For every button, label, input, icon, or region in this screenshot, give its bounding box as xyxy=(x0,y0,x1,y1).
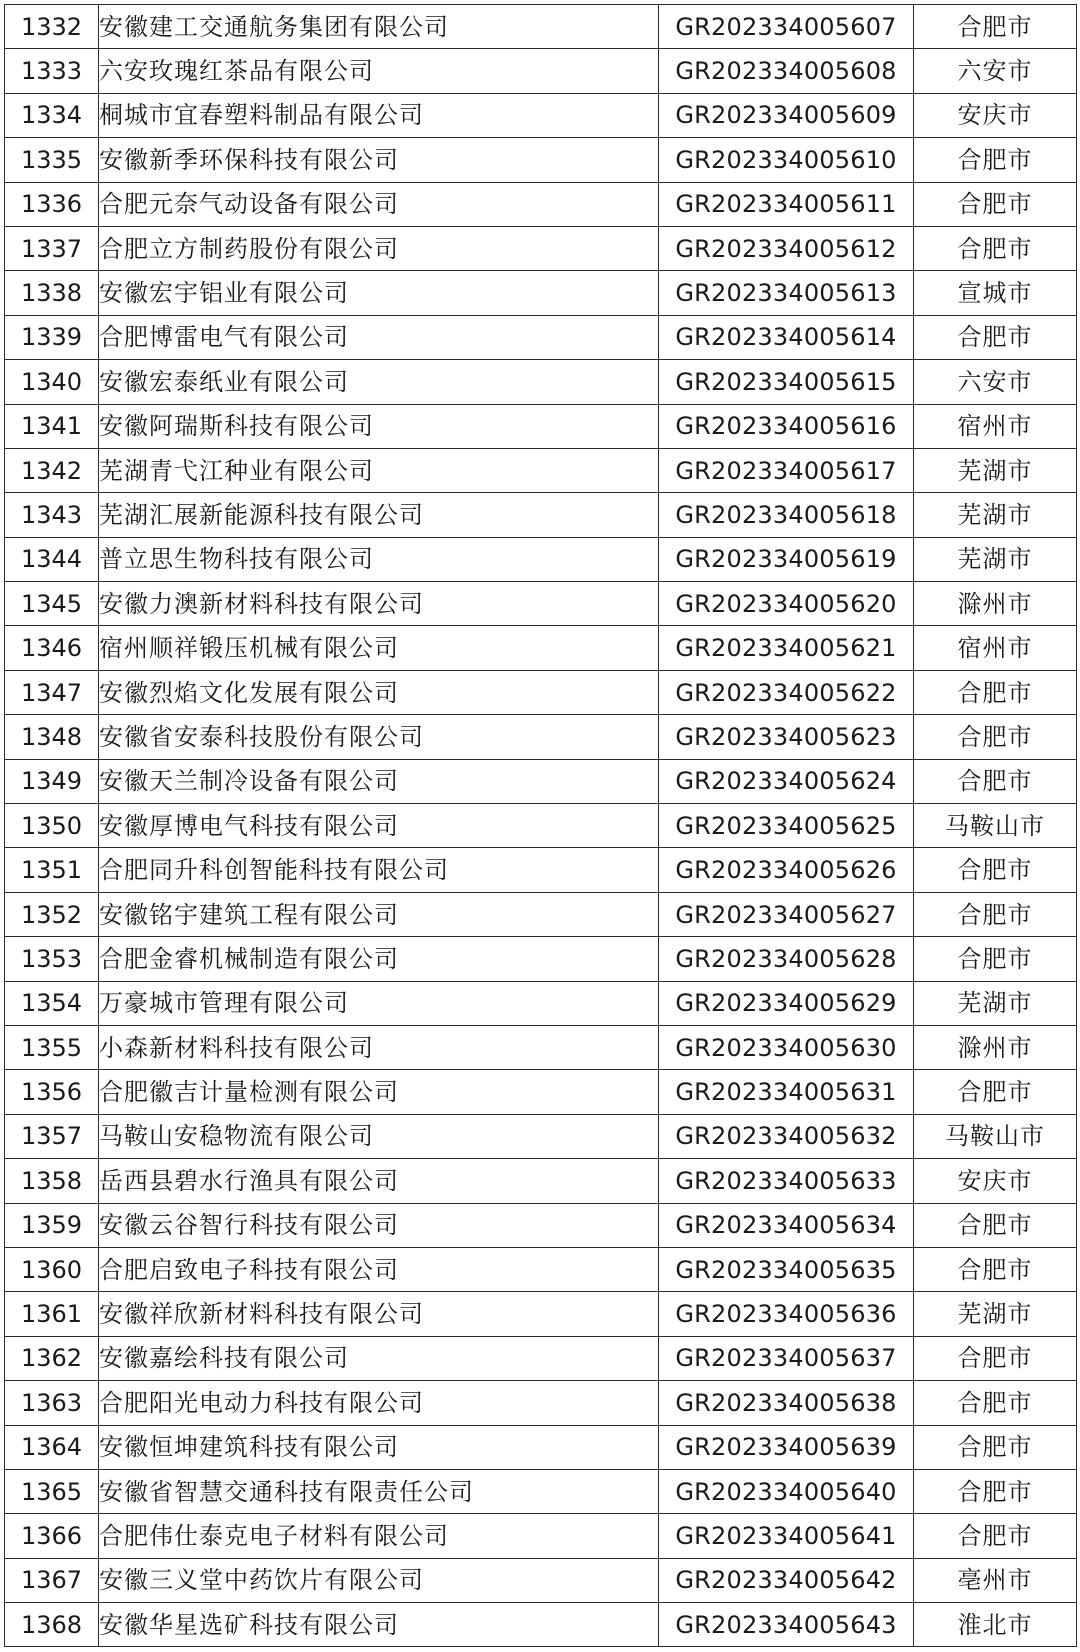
company-name-cell: 合肥阳光电动力科技有限公司 xyxy=(99,1381,659,1425)
city-cell: 合肥市 xyxy=(914,1070,1077,1114)
city-cell: 安庆市 xyxy=(914,93,1077,137)
company-name-cell: 普立思生物科技有限公司 xyxy=(99,537,659,581)
row-number-cell: 1358 xyxy=(5,1159,99,1203)
city-cell: 六安市 xyxy=(914,49,1077,93)
table-row xyxy=(5,1070,1077,1114)
company-name-cell: 万豪城市管理有限公司 xyxy=(99,981,659,1025)
row-number-cell: 1357 xyxy=(5,1114,99,1158)
company-name-cell: 安徽烈焰文化发展有限公司 xyxy=(99,670,659,714)
city-cell: 合肥市 xyxy=(914,182,1077,226)
row-number-cell: 1352 xyxy=(5,892,99,936)
table-row xyxy=(5,138,1077,182)
company-name-cell: 安徽铭宇建筑工程有限公司 xyxy=(99,892,659,936)
row-number-cell: 1342 xyxy=(5,448,99,492)
company-name-cell: 合肥博雷电气有限公司 xyxy=(99,315,659,359)
city-cell: 合肥市 xyxy=(914,937,1077,981)
city-cell: 淮北市 xyxy=(914,1603,1077,1647)
certificate-code-cell: GR202334005625 xyxy=(659,804,914,848)
company-name-cell: 安徽恒坤建筑科技有限公司 xyxy=(99,1425,659,1469)
row-number-cell: 1343 xyxy=(5,493,99,537)
city-cell: 合肥市 xyxy=(914,759,1077,803)
row-number-cell: 1346 xyxy=(5,626,99,670)
certificate-code-cell: GR202334005626 xyxy=(659,848,914,892)
table-row xyxy=(5,360,1077,404)
row-number-cell: 1340 xyxy=(5,360,99,404)
certificate-code-cell: GR202334005620 xyxy=(659,582,914,626)
certificate-code-cell: GR202334005637 xyxy=(659,1336,914,1380)
company-name-cell: 安徽省安泰科技股份有限公司 xyxy=(99,715,659,759)
city-cell: 马鞍山市 xyxy=(914,1114,1077,1158)
table-row xyxy=(5,981,1077,1025)
city-cell: 马鞍山市 xyxy=(914,804,1077,848)
table-row xyxy=(5,1425,1077,1469)
city-cell: 芜湖市 xyxy=(914,448,1077,492)
table-row xyxy=(5,1114,1077,1158)
company-table-body xyxy=(5,5,1077,1647)
company-name-cell: 安徽云谷智行科技有限公司 xyxy=(99,1203,659,1247)
city-cell: 合肥市 xyxy=(914,715,1077,759)
company-name-cell: 马鞍山安稳物流有限公司 xyxy=(99,1114,659,1158)
table-row xyxy=(5,182,1077,226)
certificate-code-cell: GR202334005615 xyxy=(659,360,914,404)
table-row xyxy=(5,670,1077,714)
table-row xyxy=(5,848,1077,892)
row-number-cell: 1359 xyxy=(5,1203,99,1247)
table-row xyxy=(5,804,1077,848)
row-number-cell: 1351 xyxy=(5,848,99,892)
table-row xyxy=(5,404,1077,448)
certificate-code-cell: GR202334005609 xyxy=(659,93,914,137)
certificate-code-cell: GR202334005618 xyxy=(659,493,914,537)
row-number-cell: 1356 xyxy=(5,1070,99,1114)
company-name-cell: 岳西县碧水行渔具有限公司 xyxy=(99,1159,659,1203)
table-row xyxy=(5,1336,1077,1380)
row-number-cell: 1337 xyxy=(5,226,99,270)
table-row xyxy=(5,315,1077,359)
certificate-code-cell: GR202334005640 xyxy=(659,1469,914,1513)
certificate-code-cell: GR202334005633 xyxy=(659,1159,914,1203)
certificate-code-cell: GR202334005641 xyxy=(659,1514,914,1558)
company-name-cell: 合肥元奈气动设备有限公司 xyxy=(99,182,659,226)
city-cell: 合肥市 xyxy=(914,1469,1077,1513)
certificate-code-cell: GR202334005613 xyxy=(659,271,914,315)
certificate-code-cell: GR202334005616 xyxy=(659,404,914,448)
certificate-code-cell: GR202334005623 xyxy=(659,715,914,759)
company-name-cell: 安徽力澳新材料科技有限公司 xyxy=(99,582,659,626)
company-name-cell: 芜湖汇展新能源科技有限公司 xyxy=(99,493,659,537)
company-name-cell: 宿州顺祥锻压机械有限公司 xyxy=(99,626,659,670)
company-name-cell: 安徽天兰制冷设备有限公司 xyxy=(99,759,659,803)
city-cell: 芜湖市 xyxy=(914,537,1077,581)
company-name-cell: 六安玫瑰红茶品有限公司 xyxy=(99,49,659,93)
company-name-cell: 安徽祥欣新材料科技有限公司 xyxy=(99,1292,659,1336)
row-number-cell: 1363 xyxy=(5,1381,99,1425)
company-name-cell: 合肥立方制药股份有限公司 xyxy=(99,226,659,270)
table-row xyxy=(5,448,1077,492)
table-row xyxy=(5,226,1077,270)
table-row xyxy=(5,1203,1077,1247)
certificate-code-cell: GR202334005632 xyxy=(659,1114,914,1158)
row-number-cell: 1341 xyxy=(5,404,99,448)
row-number-cell: 1365 xyxy=(5,1469,99,1513)
certificate-code-cell: GR202334005608 xyxy=(659,49,914,93)
certificate-code-cell: GR202334005631 xyxy=(659,1070,914,1114)
row-number-cell: 1360 xyxy=(5,1247,99,1291)
row-number-cell: 1333 xyxy=(5,49,99,93)
table-row xyxy=(5,1247,1077,1291)
table-row xyxy=(5,537,1077,581)
city-cell: 合肥市 xyxy=(914,1203,1077,1247)
row-number-cell: 1336 xyxy=(5,182,99,226)
row-number-cell: 1367 xyxy=(5,1558,99,1602)
table-row xyxy=(5,49,1077,93)
certificate-code-cell: GR202334005619 xyxy=(659,537,914,581)
table-row xyxy=(5,1159,1077,1203)
table-row xyxy=(5,1292,1077,1336)
city-cell: 芜湖市 xyxy=(914,493,1077,537)
company-name-cell: 桐城市宜春塑料制品有限公司 xyxy=(99,93,659,137)
row-number-cell: 1350 xyxy=(5,804,99,848)
table-row xyxy=(5,1381,1077,1425)
table-row xyxy=(5,582,1077,626)
company-table xyxy=(4,4,1077,1647)
city-cell: 合肥市 xyxy=(914,1336,1077,1380)
city-cell: 宿州市 xyxy=(914,626,1077,670)
certificate-code-cell: GR202334005628 xyxy=(659,937,914,981)
table-row xyxy=(5,1469,1077,1513)
row-number-cell: 1335 xyxy=(5,138,99,182)
company-name-cell: 合肥启致电子科技有限公司 xyxy=(99,1247,659,1291)
table-row xyxy=(5,715,1077,759)
company-name-cell: 安徽宏宇铝业有限公司 xyxy=(99,271,659,315)
company-name-cell: 安徽建工交通航务集团有限公司 xyxy=(99,5,659,49)
company-name-cell: 安徽三义堂中药饮片有限公司 xyxy=(99,1558,659,1602)
city-cell: 芜湖市 xyxy=(914,1292,1077,1336)
city-cell: 安庆市 xyxy=(914,1159,1077,1203)
certificate-code-cell: GR202334005642 xyxy=(659,1558,914,1602)
city-cell: 宿州市 xyxy=(914,404,1077,448)
certificate-code-cell: GR202334005607 xyxy=(659,5,914,49)
certificate-code-cell: GR202334005629 xyxy=(659,981,914,1025)
certificate-code-cell: GR202334005614 xyxy=(659,315,914,359)
company-name-cell: 芜湖青弋江种业有限公司 xyxy=(99,448,659,492)
row-number-cell: 1347 xyxy=(5,670,99,714)
city-cell: 亳州市 xyxy=(914,1558,1077,1602)
city-cell: 合肥市 xyxy=(914,1247,1077,1291)
city-cell: 宣城市 xyxy=(914,271,1077,315)
company-name-cell: 小森新材料科技有限公司 xyxy=(99,1025,659,1069)
city-cell: 合肥市 xyxy=(914,1514,1077,1558)
certificate-code-cell: GR202334005635 xyxy=(659,1247,914,1291)
table-row xyxy=(5,626,1077,670)
company-name-cell: 合肥徽吉计量检测有限公司 xyxy=(99,1070,659,1114)
city-cell: 合肥市 xyxy=(914,5,1077,49)
table-row xyxy=(5,1514,1077,1558)
city-cell: 合肥市 xyxy=(914,1381,1077,1425)
row-number-cell: 1338 xyxy=(5,271,99,315)
table-row xyxy=(5,5,1077,49)
row-number-cell: 1344 xyxy=(5,537,99,581)
row-number-cell: 1339 xyxy=(5,315,99,359)
city-cell: 滁州市 xyxy=(914,1025,1077,1069)
table-row xyxy=(5,1025,1077,1069)
certificate-code-cell: GR202334005624 xyxy=(659,759,914,803)
company-name-cell: 安徽厚博电气科技有限公司 xyxy=(99,804,659,848)
row-number-cell: 1349 xyxy=(5,759,99,803)
table-row xyxy=(5,1603,1077,1647)
row-number-cell: 1368 xyxy=(5,1603,99,1647)
certificate-code-cell: GR202334005617 xyxy=(659,448,914,492)
row-number-cell: 1366 xyxy=(5,1514,99,1558)
city-cell: 芜湖市 xyxy=(914,981,1077,1025)
row-number-cell: 1362 xyxy=(5,1336,99,1380)
certificate-code-cell: GR202334005621 xyxy=(659,626,914,670)
row-number-cell: 1364 xyxy=(5,1425,99,1469)
table-row xyxy=(5,93,1077,137)
company-name-cell: 合肥伟仕泰克电子材料有限公司 xyxy=(99,1514,659,1558)
table-row xyxy=(5,271,1077,315)
city-cell: 合肥市 xyxy=(914,670,1077,714)
certificate-code-cell: GR202334005610 xyxy=(659,138,914,182)
row-number-cell: 1353 xyxy=(5,937,99,981)
table-row xyxy=(5,937,1077,981)
row-number-cell: 1361 xyxy=(5,1292,99,1336)
certificate-code-cell: GR202334005612 xyxy=(659,226,914,270)
row-number-cell: 1334 xyxy=(5,93,99,137)
city-cell: 合肥市 xyxy=(914,892,1077,936)
company-name-cell: 安徽宏泰纸业有限公司 xyxy=(99,360,659,404)
certificate-code-cell: GR202334005630 xyxy=(659,1025,914,1069)
row-number-cell: 1345 xyxy=(5,582,99,626)
certificate-code-cell: GR202334005636 xyxy=(659,1292,914,1336)
city-cell: 合肥市 xyxy=(914,226,1077,270)
company-name-cell: 安徽华星选矿科技有限公司 xyxy=(99,1603,659,1647)
city-cell: 合肥市 xyxy=(914,138,1077,182)
company-name-cell: 合肥同升科创智能科技有限公司 xyxy=(99,848,659,892)
company-name-cell: 安徽新季环保科技有限公司 xyxy=(99,138,659,182)
city-cell: 合肥市 xyxy=(914,848,1077,892)
row-number-cell: 1348 xyxy=(5,715,99,759)
certificate-code-cell: GR202334005634 xyxy=(659,1203,914,1247)
company-name-cell: 安徽阿瑞斯科技有限公司 xyxy=(99,404,659,448)
company-name-cell: 安徽省智慧交通科技有限责任公司 xyxy=(99,1469,659,1513)
certificate-code-cell: GR202334005611 xyxy=(659,182,914,226)
row-number-cell: 1332 xyxy=(5,5,99,49)
table-row xyxy=(5,759,1077,803)
certificate-code-cell: GR202334005627 xyxy=(659,892,914,936)
certificate-code-cell: GR202334005639 xyxy=(659,1425,914,1469)
city-cell: 六安市 xyxy=(914,360,1077,404)
table-row xyxy=(5,493,1077,537)
city-cell: 滁州市 xyxy=(914,582,1077,626)
certificate-code-cell: GR202334005643 xyxy=(659,1603,914,1647)
row-number-cell: 1354 xyxy=(5,981,99,1025)
city-cell: 合肥市 xyxy=(914,315,1077,359)
row-number-cell: 1355 xyxy=(5,1025,99,1069)
table-row xyxy=(5,892,1077,936)
company-name-cell: 合肥金睿机械制造有限公司 xyxy=(99,937,659,981)
certificate-code-cell: GR202334005622 xyxy=(659,670,914,714)
table-row xyxy=(5,1558,1077,1602)
certificate-code-cell: GR202334005638 xyxy=(659,1381,914,1425)
city-cell: 合肥市 xyxy=(914,1425,1077,1469)
company-name-cell: 安徽嘉绘科技有限公司 xyxy=(99,1336,659,1380)
